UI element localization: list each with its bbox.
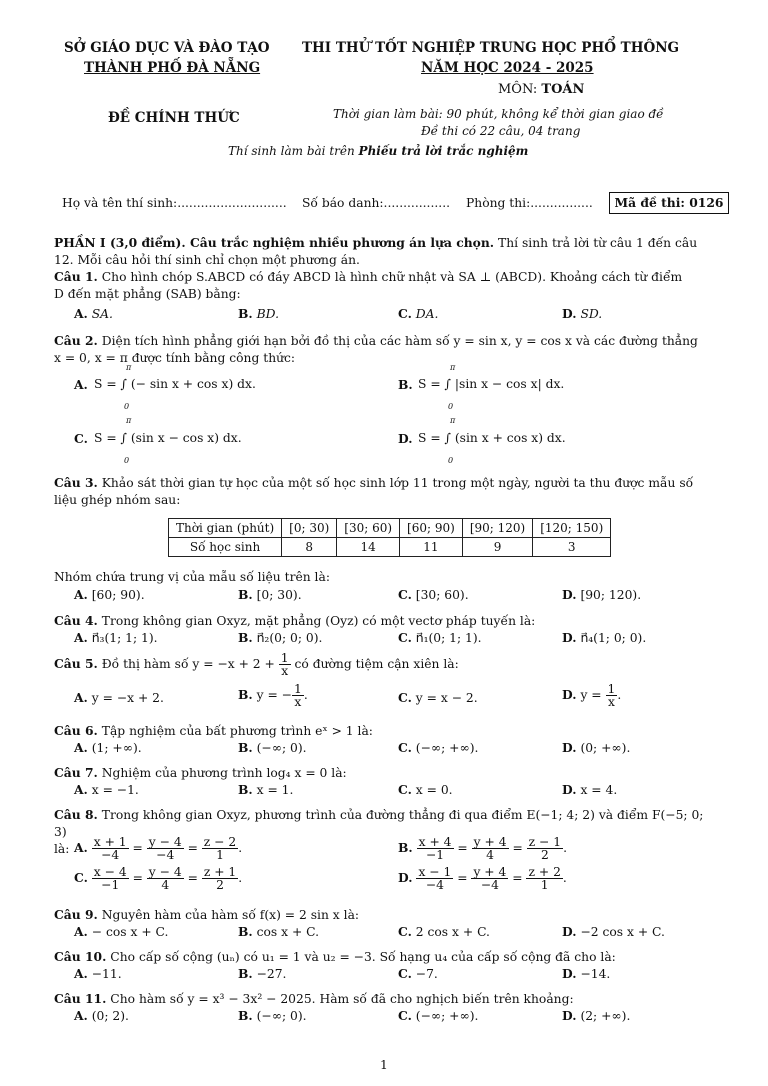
table-row: [169, 519, 611, 538]
question-2: Câu 2. Diện tích hình phẳng giới hạn bởi đồ thị của các hàm số y = sin x, y = cos x và các đường thẳng x = 0, x = π được tính bằng công thức:: [54, 333, 698, 365]
q4-option-c: C. n⃗₁(0; 1; 1).: [398, 630, 482, 645]
answer-sheet-note: Thí sinh làm bài trên Phiếu trả lời trắc nghiệm: [228, 144, 529, 158]
q9-option-c: C. 2 cos x + C.: [398, 924, 490, 939]
q5-fraction: $\frac{1}{x}$: [280, 651, 289, 678]
q2-option-c-formula: S = ∫ (sin x − cos x) dx.: [94, 431, 242, 445]
q2-c-lower: 0: [124, 456, 130, 465]
q9-option-b: B. cos x + C.: [238, 924, 320, 939]
school-year: NĂM HỌC 2024 - 2025: [421, 60, 594, 76]
q9-option-d: D. −2 cos x + C.: [562, 924, 665, 939]
table-cell: [90; 120): [462, 519, 532, 538]
page-count: Đề thi có 22 câu, 04 trang: [421, 124, 581, 138]
q2-a-upper: π: [126, 363, 132, 372]
q7-option-d: D. x = 4.: [562, 782, 618, 797]
q4-option-d: D. n⃗₄(1; 0; 0).: [562, 630, 647, 645]
q4-option-b: B. n⃗₂(0; 0; 0).: [238, 630, 323, 645]
exam-time: Thời gian làm bài: 90 phút, không kể thời gian giao đề: [333, 107, 664, 121]
q8-option-b: B. $\frac{x + 4}{-1}$ = $\frac{y + 4}{4}$ = $\frac{z - 1}{2}$ .: [398, 835, 568, 862]
q6-option-d: D. (0; +∞).: [562, 740, 631, 755]
q2-option-b: B.: [398, 377, 413, 392]
q9-option-a: A. − cos x + C.: [74, 924, 169, 939]
exam-title: THI THỬ TỐT NGHIỆP TRUNG HỌC PHỔ THÔNG: [302, 40, 680, 56]
q2-b-lower: 0: [448, 402, 454, 411]
q10-option-d: D. −14.: [562, 966, 611, 981]
q5-option-b: B. y = − $\frac{1}{x}$ .: [238, 682, 308, 709]
q8-option-d: D. $\frac{x - 1}{-4}$ = $\frac{y + 4}{-4}$ = $\frac{z + 2}{1}$ .: [398, 865, 567, 892]
q3-option-a: A. [60; 90).: [74, 587, 145, 602]
question-10: Câu 10. Cho cấp số cộng (uₙ) có u₁ = 1 và u₂ = −3. Số hạng u₄ của cấp số cộng đã cho là:: [54, 949, 616, 964]
q2-option-a-formula: S = ∫ (− sin x + cos x) dx.: [94, 377, 256, 391]
candidate-name-field: Họ và tên thí sinh:............................: [62, 196, 287, 210]
q6-option-b: B. (−∞; 0).: [238, 740, 307, 755]
question-7: Câu 7. Nghiệm của phương trình log₄ x = 0 là:: [54, 765, 347, 780]
table-cell: Thời gian (phút): [169, 519, 282, 538]
q11-option-d: D. (2; +∞).: [562, 1008, 631, 1023]
q10-option-a: A. −11.: [74, 966, 122, 981]
table-cell: 11: [400, 538, 463, 557]
q5-option-a: A. y = −x + 2.: [74, 690, 164, 705]
question-1: Câu 1. Cho hình chóp S.ABCD có đáy ABCD là hình chữ nhật và SA ⊥ (ABCD). Khoảng cách từ điểm D đến mặt phẳng (SAB) bằng:: [54, 269, 683, 301]
q1-option-c: C. DA.: [398, 306, 439, 321]
q2-c-upper: π: [126, 416, 132, 425]
q2-d-upper: π: [450, 416, 456, 425]
q2-b-upper: π: [450, 363, 456, 372]
question-8: Câu 8. Trong không gian Oxyz, phương trình của đường thẳng đi qua điểm E(−1; 4; 2) và điểm F(−5; 0; 3) là:: [54, 807, 704, 856]
q2-a-lower: 0: [124, 402, 130, 411]
table-cell: Số học sinh: [169, 538, 282, 557]
q2-option-c: C.: [74, 431, 88, 446]
question-6: Câu 6. Tập nghiệm của bất phương trình eˣ > 1 là:: [54, 723, 373, 738]
q2-option-b-formula: S = ∫ |sin x − cos x| dx.: [418, 377, 565, 391]
table-cell: 8: [282, 538, 337, 557]
part1-heading: PHẦN I (3,0 điểm). Câu trắc nghiệm nhiều phương án lựa chọn. Thí sinh trả lời từ câu 1 đến câu 12. Mỗi câu hỏi thí sinh chỉ chọn một phương án.: [54, 235, 698, 267]
q6-option-a: A. (1; +∞).: [74, 740, 142, 755]
frequency-table: [168, 518, 611, 557]
table-cell: [120; 150): [533, 519, 611, 538]
exam-code-box: Mã đề thi: 0126: [609, 192, 729, 214]
q3-option-c: C. [30; 60).: [398, 587, 469, 602]
candidate-id-field: Số báo danh:.................: [302, 196, 451, 210]
q10-option-b: B. −27.: [238, 966, 287, 981]
official-label: ĐỀ CHÍNH THỨC: [108, 110, 240, 126]
q2-option-d-formula: S = ∫ (sin x + cos x) dx.: [418, 431, 566, 445]
q4-option-a: A. n⃗₃(1; 1; 1).: [74, 630, 158, 645]
q8-option-c: C. $\frac{x - 4}{-1}$ = $\frac{y - 4}{4}$ = $\frac{z + 1}{2}$ .: [74, 865, 243, 892]
table-cell: 3: [533, 538, 611, 557]
q1-option-a: A. SA.: [74, 306, 113, 321]
q2-d-lower: 0: [448, 456, 454, 465]
q11-option-b: B. (−∞; 0).: [238, 1008, 307, 1023]
q7-option-b: B. x = 1.: [238, 782, 294, 797]
q6-option-c: C. (−∞; +∞).: [398, 740, 479, 755]
q1-option-d: D. SD.: [562, 306, 603, 321]
q3-option-b: B. [0; 30).: [238, 587, 302, 602]
q7-option-a: A. x = −1.: [74, 782, 139, 797]
room-field: Phòng thi:................: [466, 196, 593, 210]
q3-question: Nhóm chứa trung vị của mẫu số liệu trên là:: [54, 570, 330, 584]
q8-option-a: A. $\frac{x + 1}{-4}$ = $\frac{y - 4}{-4}$ = $\frac{z - 2}{1}$ .: [74, 835, 243, 862]
table-cell: [30; 60): [337, 519, 400, 538]
table-row: [169, 538, 611, 557]
q5-option-d: D. y = $\frac{1}{x}$ .: [562, 682, 622, 709]
question-4: Câu 4. Trong không gian Oxyz, mặt phẳng (Oyz) có một vectơ pháp tuyến là:: [54, 613, 536, 628]
q3-option-d: D. [90; 120).: [562, 587, 642, 602]
q11-option-c: C. (−∞; +∞).: [398, 1008, 479, 1023]
table-cell: [0; 30): [282, 519, 337, 538]
department-name: SỞ GIÁO DỤC VÀ ĐÀO TẠO: [64, 40, 270, 56]
q2-option-d: D.: [398, 431, 413, 446]
table-cell: 14: [337, 538, 400, 557]
city-name: THÀNH PHỐ ĐÀ NẴNG: [84, 60, 261, 76]
page-number: 1: [380, 1058, 388, 1072]
q7-option-c: C. x = 0.: [398, 782, 453, 797]
question-11: Câu 11. Cho hàm số y = x³ − 3x² − 2025. Hàm số đã cho nghịch biến trên khoảng:: [54, 991, 574, 1006]
q10-option-c: C. −7.: [398, 966, 438, 981]
q2-option-a: A.: [74, 377, 88, 392]
table-cell: 9: [462, 538, 532, 557]
table-cell: [60; 90): [400, 519, 463, 538]
question-9: Câu 9. Nguyên hàm của hàm số f(x) = 2 sin x là:: [54, 907, 360, 922]
q11-option-a: A. (0; 2).: [74, 1008, 129, 1023]
q5-option-c: C. y = x − 2.: [398, 690, 478, 705]
q1-option-b: B. BD.: [238, 306, 279, 321]
question-5: Câu 5. Đồ thị hàm số y = −x + 2 + $\frac{1}{x}$ có đường tiệm cận xiên là:: [54, 651, 459, 678]
question-3: Câu 3. Khảo sát thời gian tự học của một số học sinh lớp 11 trong một ngày, người ta thu được mẫu số liệu ghép nhóm sau:: [54, 475, 694, 507]
subject-line: MÔN: TOÁN: [498, 82, 585, 97]
